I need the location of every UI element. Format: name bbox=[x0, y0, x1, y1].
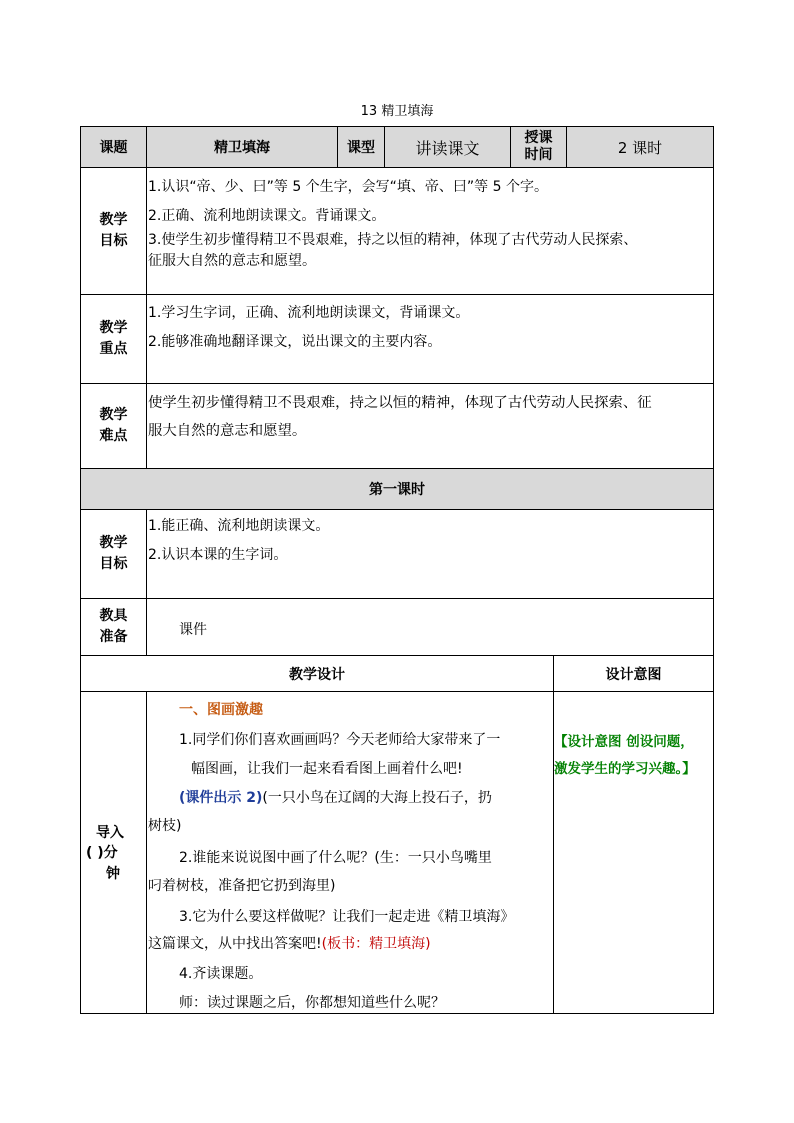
intro-p3-line2: 叼着树枝，准备把它扔到海里) bbox=[148, 878, 336, 894]
goals-label-line2: 目标 bbox=[99, 233, 128, 249]
materials-value: 课件 bbox=[179, 622, 207, 638]
intro-p1-line1: 1.同学们你们喜欢画画吗？今天老师给大家带来了一 bbox=[179, 732, 501, 748]
intro-label-line3: 钟 bbox=[106, 866, 120, 882]
goals-label-line1: 教学 bbox=[99, 212, 128, 228]
goals-item-3: 3.使学生初步懂得精卫不畏艰难，持之以恒的精神，体现了古代劳动人民探索、 bbox=[148, 232, 638, 248]
keypoints-label-line1: 教学 bbox=[99, 320, 128, 336]
period-goals-item-2: 2.认识本课的生字词。 bbox=[148, 547, 288, 563]
intro-p2-text: (一只小鸟在辽阔的大海上投石子，扔 bbox=[262, 790, 492, 806]
materials-content bbox=[146, 598, 714, 656]
materials-label-line2: 准备 bbox=[99, 629, 128, 645]
period-goals-label-line2: 目标 bbox=[99, 556, 128, 572]
difficulties-label-line2: 难点 bbox=[99, 428, 128, 444]
design-header-right: 设计意图 bbox=[553, 655, 714, 692]
header-subject-label: 课题 bbox=[80, 126, 147, 168]
intro-p4-text: 这篇课文，从中找出答案吧! bbox=[148, 936, 322, 952]
intro-label-line1: 导入 bbox=[96, 825, 124, 841]
goals-item-1: 1.认识“帝、少、曰”等 5 个生字，会写“填、帝、曰”等 5 个字。 bbox=[148, 179, 548, 195]
keypoints-item-1: 1.学习生字词，正确、流利地朗读课文，背诵课文。 bbox=[148, 305, 470, 321]
header-time-label bbox=[510, 126, 567, 168]
period-goals-label bbox=[80, 509, 147, 599]
design-intent-line1: 【设计意图 创设问题， bbox=[554, 734, 694, 750]
design-intent-line2: 激发学生的学习兴趣。】 bbox=[554, 761, 696, 777]
intro-label-line2: ( )分 bbox=[86, 845, 118, 861]
courseware-note: (课件出示 2) bbox=[179, 790, 263, 806]
board-note: (板书：精卫填海) bbox=[321, 936, 431, 952]
difficulties-item-2: 服大自然的意志和愿望。 bbox=[148, 423, 307, 439]
keypoints-item-2: 2.能够准确地翻译课文，说出课文的主要内容。 bbox=[148, 334, 442, 350]
goals-item-2: 2.正确、流利地朗读课文。背诵课文。 bbox=[148, 208, 386, 224]
keypoints-label bbox=[80, 294, 147, 384]
intro-p6: 师：读过课题之后，你都想知道些什么呢？ bbox=[179, 995, 445, 1011]
period-goals-item-1: 1.能正确、流利地朗读课文。 bbox=[148, 518, 330, 534]
period-goals-label-line1: 教学 bbox=[99, 535, 128, 551]
intro-p1-line2: 幅图画，让我们一起来看看图上画着什么吧! bbox=[191, 761, 463, 777]
first-period-header: 第一课时 bbox=[80, 468, 714, 510]
design-header-left: 教学设计 bbox=[80, 655, 554, 692]
difficulties-label bbox=[80, 383, 147, 469]
header-type-label: 课型 bbox=[337, 126, 385, 168]
intro-p5: 4.齐读课题。 bbox=[179, 966, 263, 982]
keypoints-label-line2: 重点 bbox=[99, 341, 128, 357]
goals-label bbox=[80, 167, 147, 295]
header-time-value: 2 课时 bbox=[566, 126, 714, 168]
intro-heading: 一、图画激趣 bbox=[179, 702, 263, 718]
materials-label bbox=[80, 598, 147, 656]
intro-p3-line1: 2.谁能来说说图中画了什么呢？(生：一只小鸟嘴里 bbox=[179, 850, 492, 866]
header-subject-value: 精卫填海 bbox=[146, 126, 338, 168]
header-time-label-line1: 授课 bbox=[524, 130, 553, 146]
difficulties-item-1: 使学生初步懂得精卫不畏艰难，持之以恒的精神，体现了古代劳动人民探索、征 bbox=[148, 395, 652, 411]
intro-p4-line1: 3.它为什么要这样做呢？让我们一起走进《精卫填海》 bbox=[179, 909, 515, 925]
document-title: 13 精卫填海 bbox=[360, 104, 434, 119]
intro-p2-line2: 树枝) bbox=[148, 818, 182, 834]
header-type-value: 讲读课文 bbox=[384, 126, 511, 168]
intro-p4-line2 bbox=[148, 933, 431, 955]
materials-label-line1: 教具 bbox=[99, 608, 128, 624]
goals-item-4: 征服大自然的意志和愿望。 bbox=[148, 253, 316, 269]
header-time-label-line2: 时间 bbox=[524, 147, 553, 163]
intro-p2-line1 bbox=[179, 787, 492, 809]
difficulties-label-line1: 教学 bbox=[99, 407, 128, 423]
